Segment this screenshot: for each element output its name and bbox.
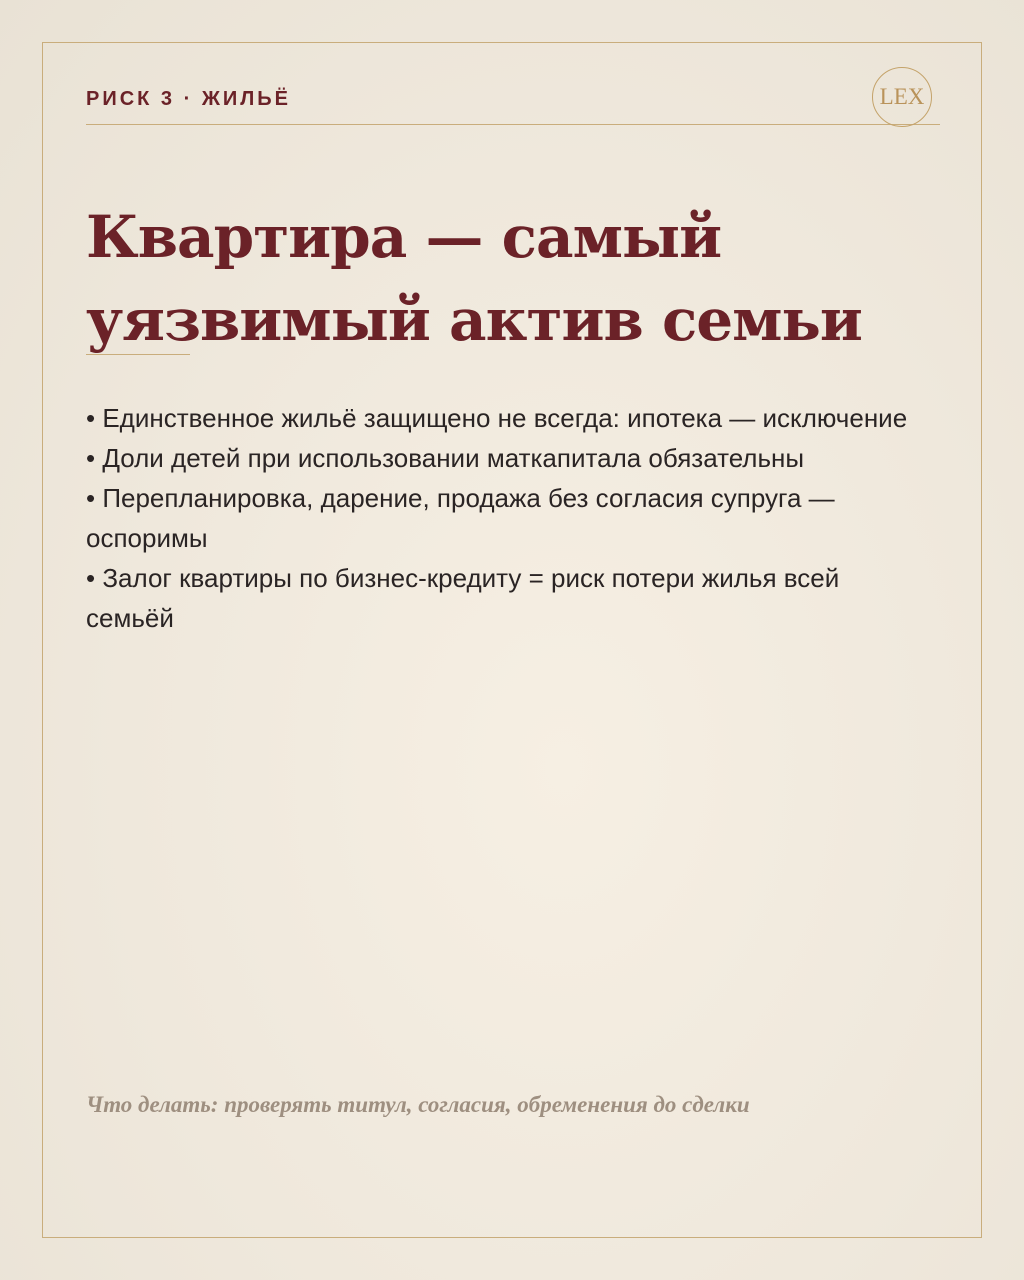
bullet-item: • Залог квартиры по бизнес-кредиту = риск потери жилья всей семьёй [86,563,840,633]
action-note: Что делать: проверять титул, согласия, обременения до сделки [86,1092,750,1117]
title-divider [86,354,190,355]
section-kicker: РИСК 3 · ЖИЛЬЁ [86,88,292,110]
bullet-item: • Перепланировка, дарение, продажа без согласия супруга — оспоримы [86,483,835,553]
header [86,86,940,125]
lex-logo: LEX [872,67,932,127]
bullet-item: • Единственное жильё защищено не всегда: ипотека — исключение [86,403,908,433]
bullet-list [86,398,916,638]
page-title: Квартира — самый уязвимый актив семьи [86,203,862,354]
bullet-item: • Доли детей при использовании маткапитала обязательны [86,443,805,473]
